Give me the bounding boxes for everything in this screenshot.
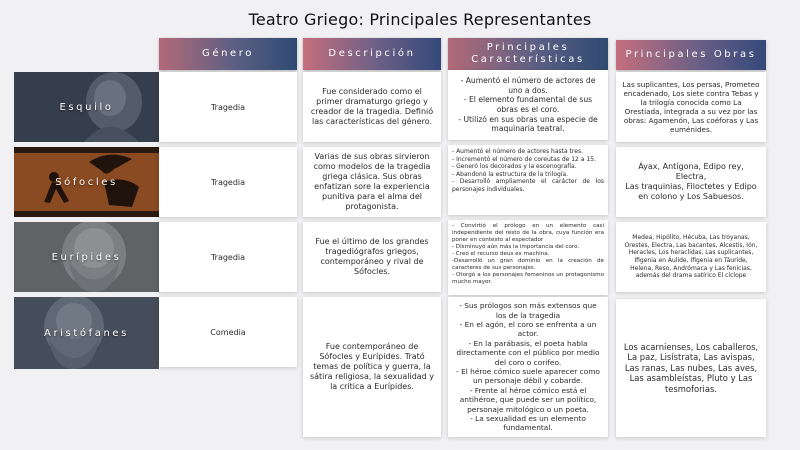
genero-euripides: Tragedia: [210, 252, 246, 262]
cell-descripcion-aristofanes: [303, 297, 441, 437]
obras-sofocles: Áyax, Antígona, Edipo rey, Electra, Las traquinias, Filoctetes y Edipo en colono y Los Sabuesos.: [625, 162, 757, 201]
cell-descripcion-esquilo: [303, 72, 441, 142]
cell-descripcion-euripides: [303, 222, 441, 292]
cell-obras-sofocles: [616, 147, 766, 217]
portrait-esquilo: [14, 72, 159, 142]
name-sofocles: Sófocles: [55, 176, 118, 188]
genero-sofocles: Tragedia: [210, 177, 246, 187]
genero-aristofanes: Comedia: [210, 327, 246, 337]
cell-descripcion-sofocles: [303, 147, 441, 217]
name-esquilo: Esquilo: [59, 101, 114, 113]
cell-genero-sofocles: [159, 147, 297, 217]
descripcion-aristofanes: Fue contemporáneo de Sófocles y Eurípides. Trató temas de política y guerra, la sátira religiosa, la sexualidad y la crítica a Eurípides.: [309, 342, 435, 391]
caracteristicas-esquilo: - Aumentó el número de actores de uno a dos. - El elemento fundamental de sus obras es el coro. - Utilizó en sus obras una especie de maquinaria teatral.: [458, 76, 598, 134]
name-euripides: Eurípides: [51, 251, 122, 263]
portrait-sofocles: [14, 147, 159, 217]
header-caracteristicas-label: Principales Características: [471, 42, 585, 65]
cell-caracteristicas-euripides: [448, 220, 608, 295]
caracteristicas-sofocles: - Aumentó el número de actores hasta tres. - Incrementó el número de coreutas de 12 a 15. - Generó los decorados y la escenografía. - Abandonó la estructura de la trilogía. - Desarrolló ampliamente el carácter de los personajes individuales.: [452, 148, 604, 193]
caracteristicas-aristofanes: - Sus prólogos son más extensos que los de la tragedia - En el agón, el coro se enfrenta a un actor. - En la parábasis, el poeta habla directamente con el público por medio del coro o corifeo. - El héroe cómico suele aparecer como un personaje débil y cobarde. - Frente al héroe cómico está el antihéroe, que puede ser un político, personaje mitológico o un poeta. - La sexualidad es un elemento fundamental.: [456, 301, 600, 433]
cell-obras-esquilo: [616, 72, 766, 142]
obras-esquilo: Las suplicantes, Los persas, Prometeo encadenado, Los siete contra Tebas y la trilogía conocida como La Orestíada, integrada a su vez por las obras: Agamenón, Las coéforas y Las euménides.: [622, 80, 760, 134]
descripcion-euripides: Fue el último de los grandes tragediógrafos griegos, contemporáneo y rival de Sófocles.: [315, 237, 429, 276]
header-descripcion-label: Descripción: [328, 48, 416, 59]
cell-genero-euripides: [159, 222, 297, 292]
genero-esquilo: Tragedia: [210, 102, 246, 112]
page-title: Teatro Griego: Principales Representantes: [248, 10, 592, 29]
cell-caracteristicas-esquilo: [448, 70, 608, 140]
header-genero: [159, 38, 297, 70]
cell-obras-aristofanes: [616, 299, 766, 437]
portrait-euripides: [14, 222, 159, 292]
cell-obras-euripides: [616, 222, 766, 292]
name-aristofanes: Aristófanes: [44, 327, 129, 339]
header-caracteristicas: [448, 38, 608, 70]
descripcion-esquilo: Fue considerado como el primer dramaturgo griego y creador de la tragedia. Definió las características del género.: [310, 87, 434, 126]
obras-euripides: Medea, Hipólito, Hécuba, Las troyanas, Orestes, Electra, Las bacantes, Alcestis, Ión, Heracles, Los heraclidas, Las suplicantes, Ifigenia en Áulide, Ifigenia en Táuride, Helena, Reso, Andrómaca y Las fenicias, además del drama satírico El cíclope: [624, 234, 758, 280]
cell-caracteristicas-sofocles: [448, 145, 608, 215]
cell-genero-esquilo: [159, 72, 297, 142]
obras-aristofanes: Los acarnienses, Los caballeros, La paz, Lisístrata, Las avispas, Las ranas, Las nubes, Las aves, Las asambleístas, Pluto y Las tesmoforias.: [623, 341, 759, 394]
header-obras: [616, 40, 766, 70]
header-obras-label: Principales Obras: [625, 49, 757, 60]
cell-genero-aristofanes: [159, 297, 297, 367]
caracteristicas-euripides: - Convirtió el prólogo en un elemento casi independiente del resto de la obra, cuya función era poner en contexto al espectador - Disminuyó aún más la importancia del coro. - Creó el recurso deus ex machina. -Desarrolló un gran dominio en la creación de caracteres de sus personajes. - Otorgó a los personajes femeninos un protagonismo mucho mayor.: [452, 223, 604, 285]
header-descripcion: [303, 38, 441, 70]
header-genero-label: Género: [201, 48, 254, 59]
descripcion-sofocles: Varias de sus obras sirvieron como modelos de la tragedia griega clásica. Sus obras enfatizan sore la experiencia punitiva para el alma del protagonista.: [313, 152, 431, 211]
cell-caracteristicas-aristofanes: [448, 297, 608, 437]
portrait-aristofanes: [14, 297, 159, 369]
